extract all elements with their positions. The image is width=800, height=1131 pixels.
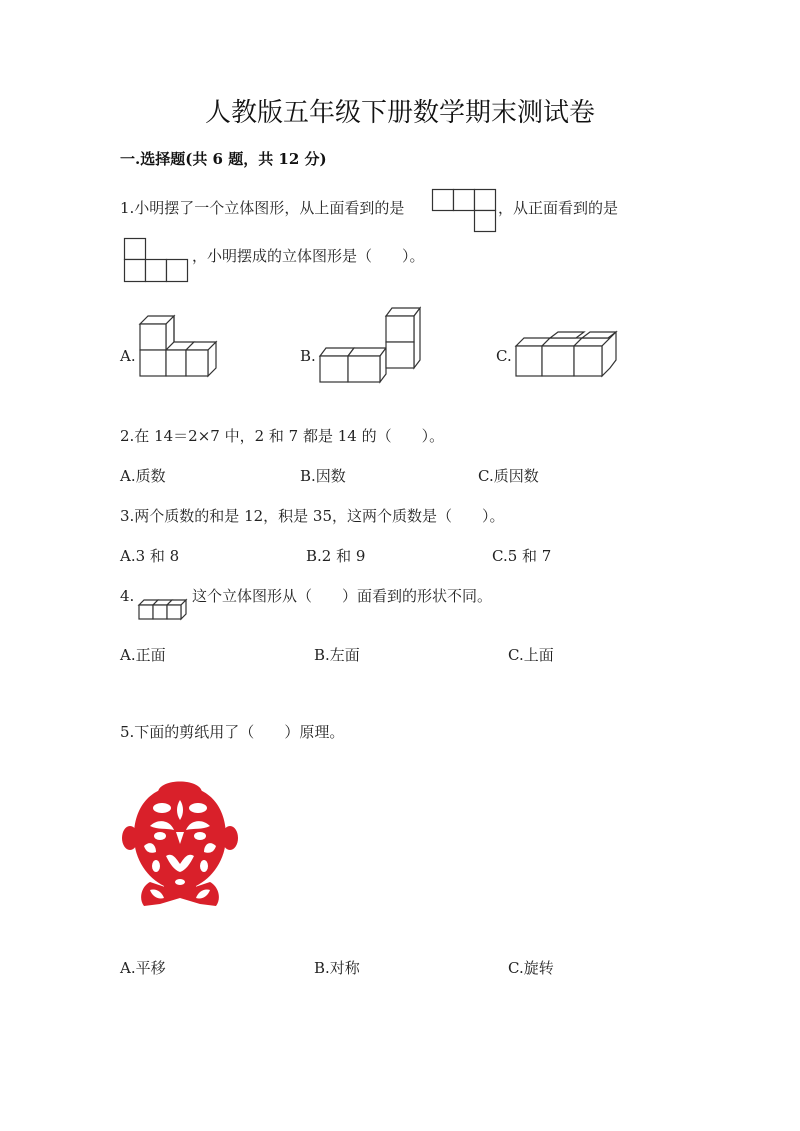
section-heading: 一.选择题(共 6 题，共 12 分) — [120, 150, 327, 168]
q2-option-a: A.质数 — [120, 467, 166, 485]
q5-option-c: C.旋转 — [508, 959, 554, 977]
q1-front-view-figure — [124, 238, 190, 284]
papercut-face-image — [120, 774, 240, 914]
q1-option-a-label: A. — [120, 347, 136, 365]
q2-stem: 2.在 14＝2×7 中，2 和 7 都是 14 的（ ）。 — [120, 427, 445, 445]
q1-text-part2: ，从正面看到的是 — [498, 199, 619, 217]
q1-option-b-figure — [318, 306, 424, 386]
q1-text-part3: ，小明摆成的立体图形是（ ）。 — [192, 247, 425, 265]
q4-option-a: A.正面 — [120, 646, 166, 664]
q2-option-b: B.因数 — [300, 467, 346, 485]
q5-stem: 5.下面的剪纸用了（ ）原理。 — [120, 723, 345, 741]
q1-option-b-label: B. — [300, 347, 316, 365]
q4-stem: 这个立体图形从（ ）面看到的形状不同。 — [192, 587, 493, 605]
q3-stem: 3.两个质数的和是 12，积是 35，这两个质数是（ ）。 — [120, 507, 505, 525]
q1-option-c-figure — [514, 326, 620, 386]
q3-option-a: A.3 和 8 — [120, 547, 180, 565]
q3-option-c: C.5 和 7 — [492, 547, 552, 565]
q5-option-a: A.平移 — [120, 959, 166, 977]
q4-option-b: B.左面 — [314, 646, 360, 664]
q1-text-part1: 1.小明摆了一个立体图形，从上面看到的是 — [120, 199, 405, 217]
q3-option-b: B.2 和 9 — [306, 547, 366, 565]
q1-option-c-label: C. — [496, 347, 512, 365]
q2-option-c: C.质因数 — [478, 467, 539, 485]
q4-number: 4. — [120, 587, 135, 605]
q4-option-c: C.上面 — [508, 646, 554, 664]
q1-option-a-figure — [138, 310, 230, 380]
page-title: 人教版五年级下册数学期末测试卷 — [204, 98, 595, 128]
q1-top-view-figure — [432, 189, 496, 233]
q5-option-b: B.对称 — [314, 959, 360, 977]
q4-cube-row-figure — [138, 596, 190, 624]
